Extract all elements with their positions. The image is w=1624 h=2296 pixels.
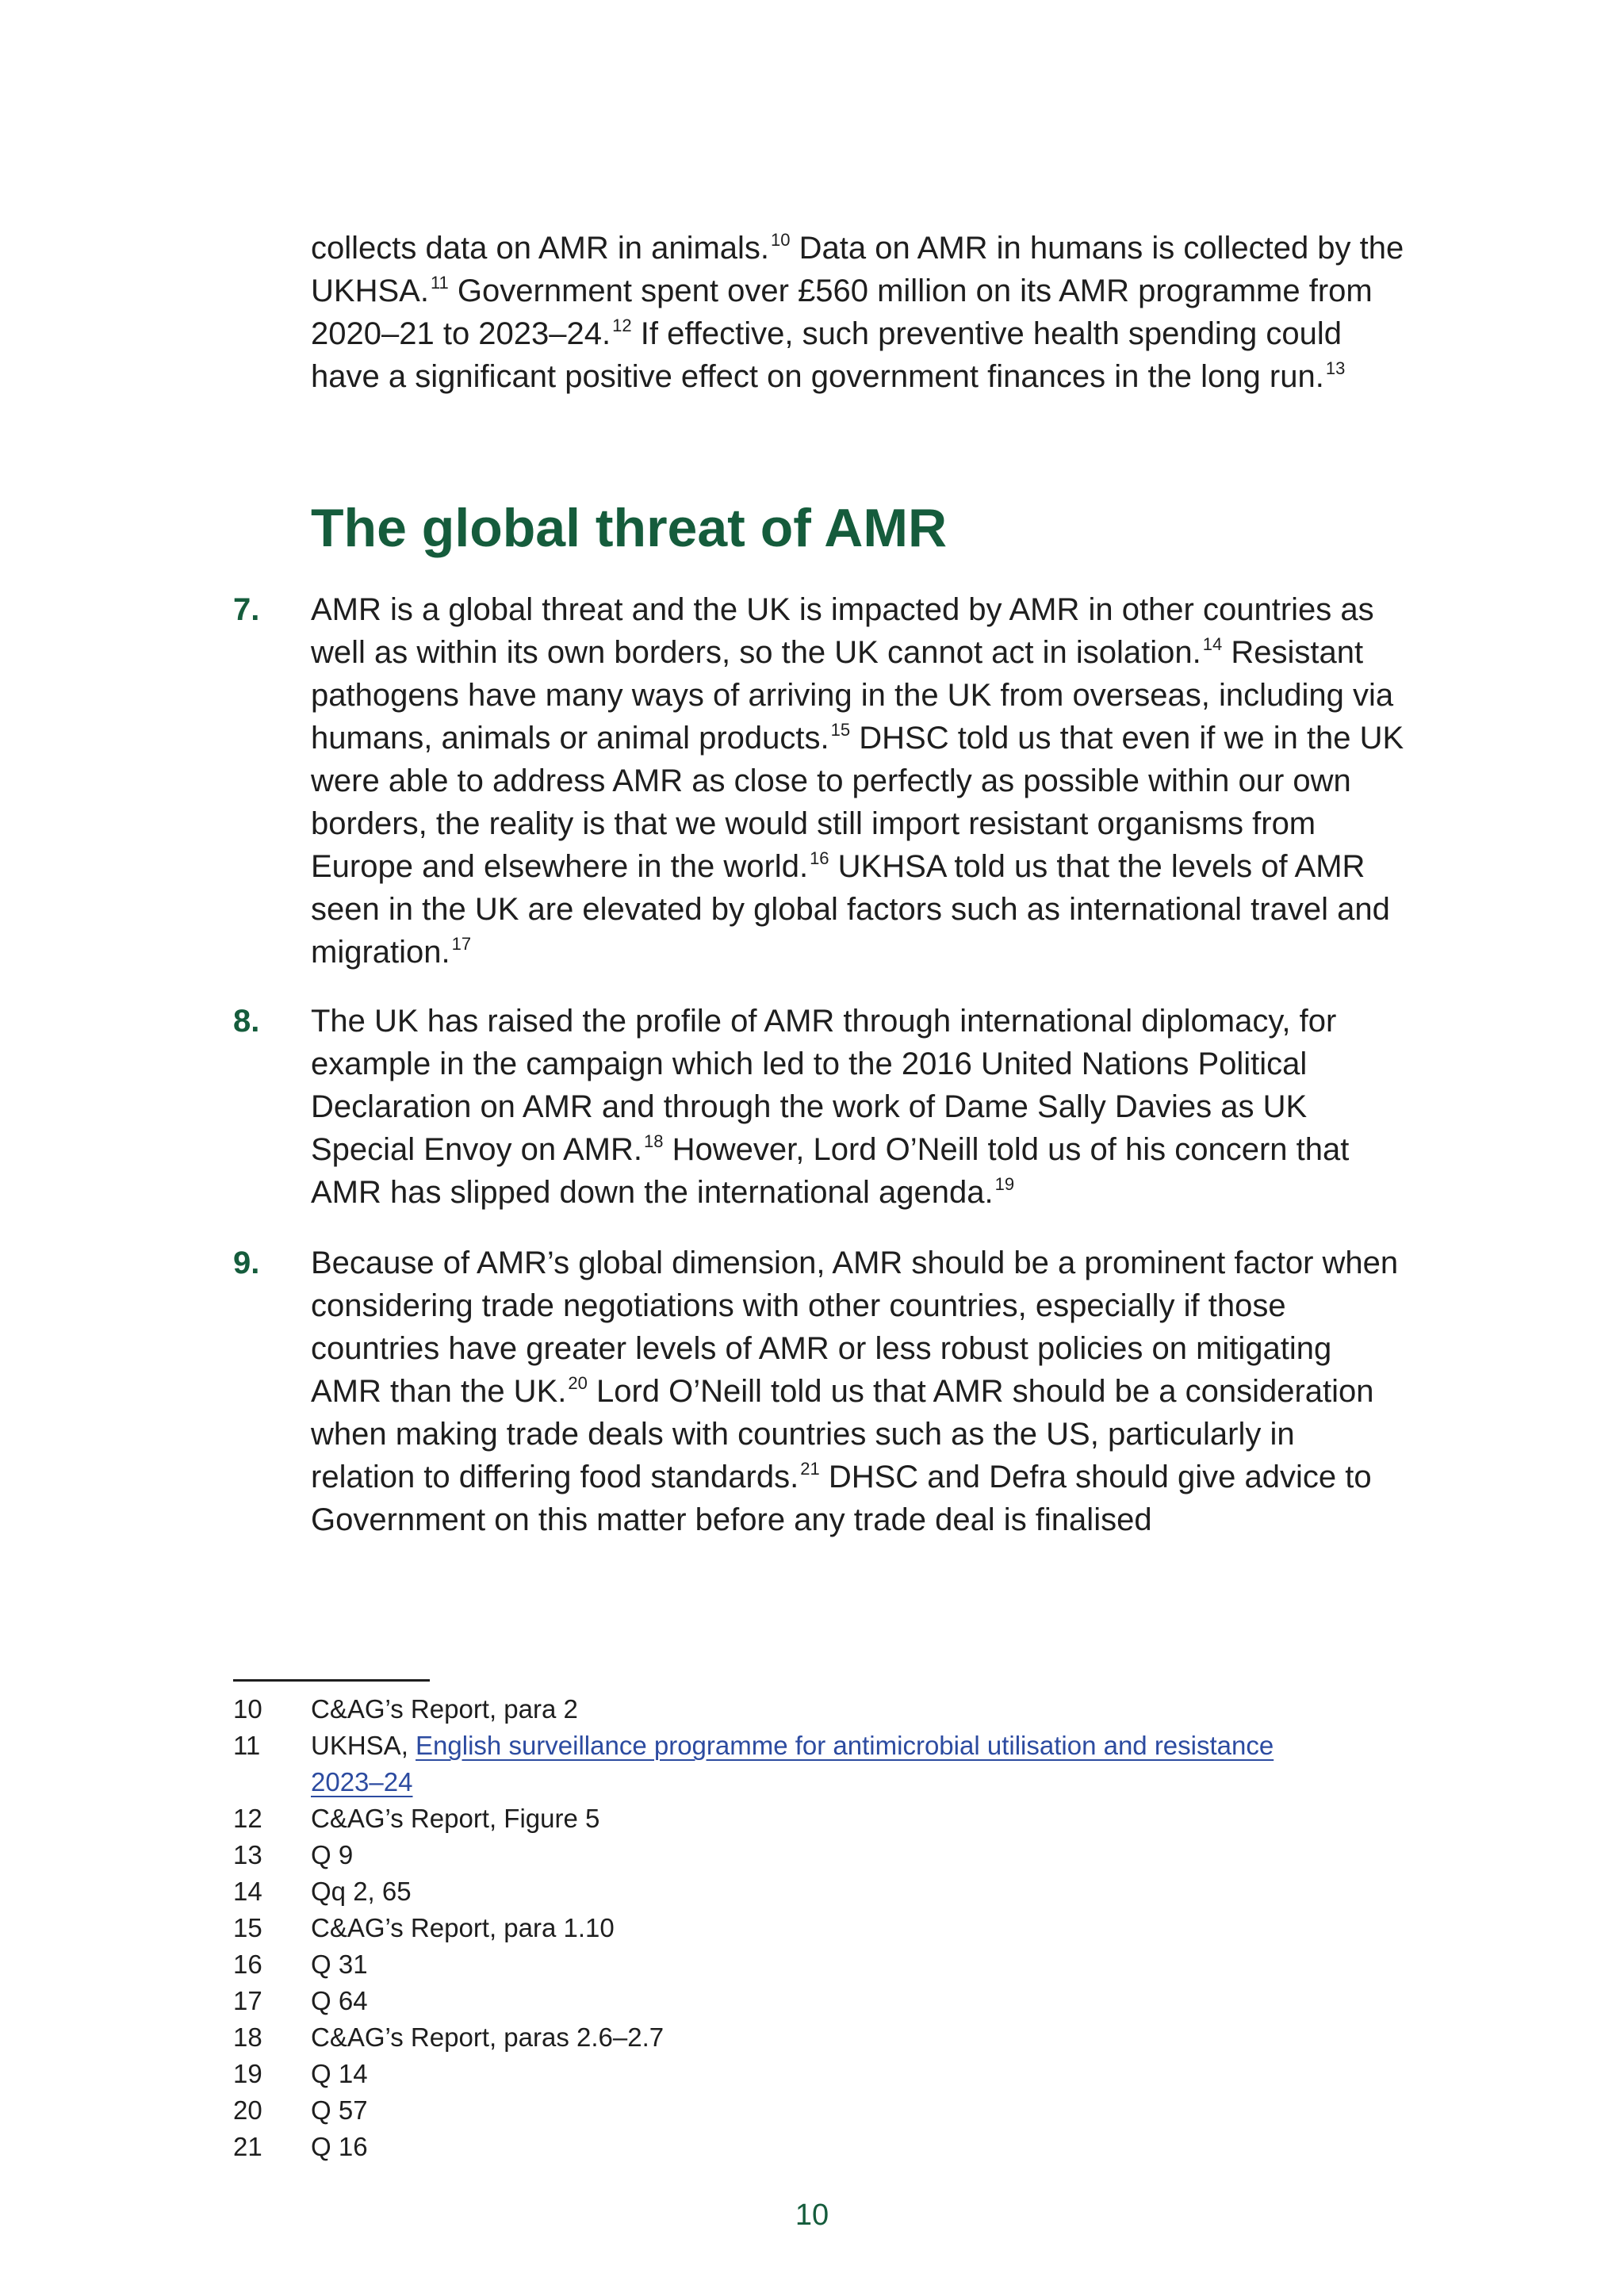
text-run: Government spent over £560 million on its AMR programme from 2020–21 to 2023–24.	[311, 274, 1373, 351]
intro-paragraph	[311, 227, 1405, 398]
footnote-link[interactable]: English surveillance programme for antimicrobial utilisation and resistance 2023–24	[311, 1731, 1274, 1797]
text-run: DHSC told us that even if we in the UK were able to address AMR as close to perfectly as possible within our own borders, the reality is that we would still import resistant organisms from Europe and elsewhere in the world.	[311, 721, 1404, 884]
footnote-number: 14	[233, 1877, 262, 1906]
footnote-text: Q 64	[311, 1986, 368, 2015]
paragraph-text	[311, 1000, 1405, 1214]
text-run: If effective, such preventive health spending could have a significant positive effect on government finances in the long run.	[311, 316, 1342, 394]
footnote-source: UKHSA,	[311, 1731, 416, 1760]
footnote-ref[interactable]: 10	[771, 230, 791, 250]
footnote-divider	[233, 1679, 430, 1682]
text-run: The UK has raised the profile of AMR through international diplomacy, for example in the campaign which led to the 2016 United Nations Political Declaration on AMR and through the work of Dame Sally Davies as UK Special Envoy on AMR.	[311, 1004, 1337, 1167]
text-run: However, Lord O’Neill told us of his concern that AMR has slipped down the international agenda.	[311, 1132, 1350, 1210]
footnote-text: C&AG’s Report, Figure 5	[311, 1804, 600, 1833]
footnote-text: Qq 2, 65	[311, 1877, 412, 1906]
footnote-ref[interactable]: 14	[1202, 634, 1223, 654]
footnote-item	[0, 1691, 1624, 1728]
footnote-item	[0, 2019, 1624, 2056]
footnote-item	[0, 1800, 1624, 1837]
text-run: AMR is a global threat and the UK is impacted by AMR in other countries as well as within its own borders, so the UK cannot act in isolation.	[311, 592, 1374, 670]
paragraph-number: 8.	[233, 1004, 260, 1039]
footnote-item	[0, 2092, 1624, 2129]
footnote-number: 12	[233, 1804, 262, 1833]
footnote-number: 17	[233, 1986, 262, 2015]
text-run: collects data on AMR in animals.	[311, 231, 770, 266]
footnote-ref[interactable]: 13	[1325, 358, 1346, 378]
footnote-item	[0, 1837, 1624, 1873]
footnote-number: 13	[233, 1840, 262, 1869]
paragraph-number: 7.	[233, 592, 260, 627]
footnote-text: C&AG’s Report, para 1.10	[311, 1913, 615, 1942]
footnote-ref[interactable]: 20	[568, 1373, 588, 1393]
footnote-item	[0, 2056, 1624, 2092]
footnote-text: Q 14	[311, 2059, 368, 2088]
footnote-number: 10	[233, 1694, 262, 1724]
text-run: Resistant pathogens have many ways of arriving in the UK from overseas, including via humans, animals or animal products.	[311, 635, 1394, 756]
footnote-item	[0, 1728, 1624, 1800]
footnote-ref[interactable]: 19	[994, 1174, 1015, 1194]
footnote-text: Q 16	[311, 2132, 368, 2161]
footnote-item	[0, 1873, 1624, 1910]
footnote-number: 15	[233, 1913, 262, 1942]
paragraph-text	[311, 1242, 1405, 1541]
footnote-text: C&AG’s Report, para 2	[311, 1694, 578, 1724]
footnote-number: 18	[233, 2022, 262, 2052]
footnote-item	[0, 1946, 1624, 1983]
text-run: Lord O’Neill told us that AMR should be a consideration when making trade deals with countries such as the US, particularly in relation to differing food standards.	[311, 1374, 1374, 1494]
footnote-ref[interactable]: 15	[830, 720, 851, 740]
footnote-text: Q 57	[311, 2095, 368, 2125]
footnote-item	[0, 1910, 1624, 1946]
footnote-text: C&AG’s Report, paras 2.6–2.7	[311, 2022, 665, 2052]
footnote-number: 19	[233, 2059, 262, 2088]
text-run: Because of AMR’s global dimension, AMR should be a prominent factor when considering trade negotiations with other countries, especially if those countries have greater levels of AMR or less robust policies on mitigating AMR than the UK.	[311, 1246, 1399, 1409]
footnote-number: 20	[233, 2095, 262, 2125]
footnotes-list	[0, 1691, 1624, 2165]
footnote-number: 16	[233, 1950, 262, 1979]
paragraph-text	[311, 588, 1405, 974]
footnote-ref[interactable]: 18	[644, 1131, 664, 1151]
page-number: 10	[795, 2198, 829, 2232]
footnote-ref[interactable]: 12	[612, 316, 632, 335]
footnote-text	[311, 1728, 1342, 1800]
footnote-ref[interactable]: 21	[800, 1459, 820, 1479]
footnote-ref[interactable]: 16	[810, 848, 829, 868]
footnote-number: 11	[233, 1731, 261, 1760]
footnote-ref[interactable]: 17	[451, 934, 472, 954]
footnote-item	[0, 1983, 1624, 2019]
section-heading: The global threat of AMR	[311, 498, 948, 558]
paragraph-number: 9.	[233, 1246, 260, 1280]
text-run: DHSC and Defra should give advice to Government on this matter before any trade deal is finalised	[311, 1460, 1372, 1537]
text-run: UKHSA told us that the levels of AMR seen in the UK are elevated by global factors such as international travel and migration.	[311, 849, 1390, 970]
footnote-text: Q 9	[311, 1840, 354, 1869]
footnote-ref[interactable]: 11	[430, 273, 449, 293]
footnote-number: 21	[233, 2132, 262, 2161]
text-run: Data on AMR in humans is collected by the UKHSA.	[311, 231, 1404, 308]
footnote-item	[0, 2129, 1624, 2165]
footnote-text: Q 31	[311, 1950, 368, 1979]
